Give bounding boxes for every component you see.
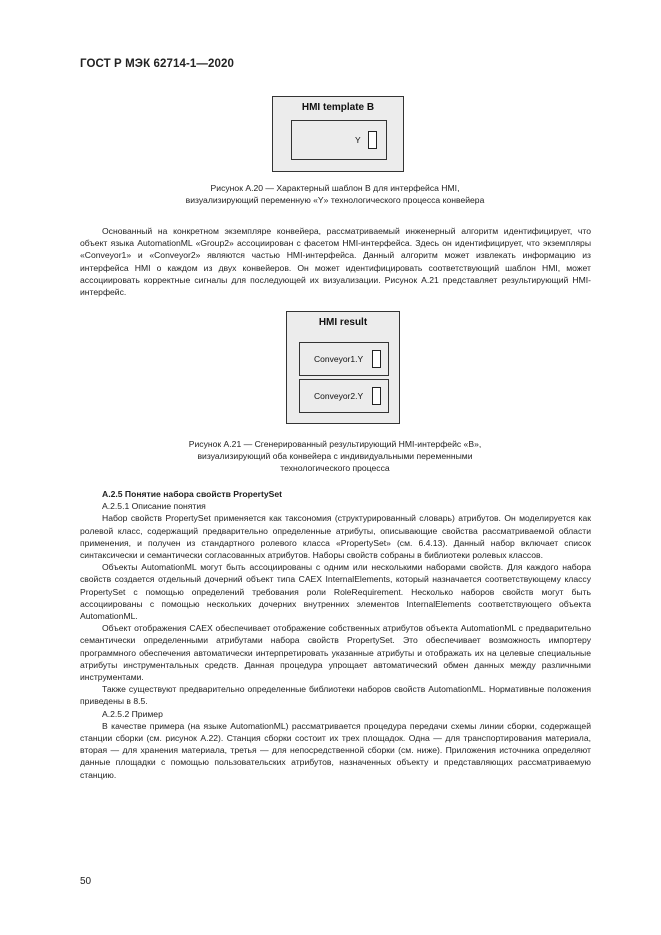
figure-hmi-template-b — [272, 96, 404, 172]
section-title: A.2.5 Понятие набора свойств PropertySet — [102, 489, 283, 499]
signal-indicator — [368, 131, 377, 149]
paragraph: Набор свойств PropertySet применяется как таксономия (структурированный словарь) атрибутов. Он моделируется как ролевой класс, содержащий предварительно определенные атрибуты, описывающие свойства рассматриваемой области применения, и получен из стандартного ролевого класса «PropertySet» (см. 6.4.13). Данный набор включает список синтаксически и семантически согласованных атрибутов. Наборы свойств собраны в библиотеки ролевых классов. — [80, 513, 591, 561]
caption-line: Рисунок A.20 — Характерный шаблон B для интерфейса HMI, — [210, 183, 460, 193]
figure-title: HMI result — [318, 317, 368, 328]
figure-hmi-result — [286, 311, 400, 424]
page-number: 50 — [80, 876, 92, 887]
section-a25 — [80, 488, 591, 781]
subsection-title: A.2.5.2 Пример — [102, 708, 163, 719]
conveyor2-panel — [299, 379, 389, 413]
document-header: ГОСТ Р МЭК 62714-1—2020 — [80, 58, 234, 70]
paragraph-block-1 — [80, 225, 591, 298]
caption-line: технологического процесса — [280, 463, 390, 473]
subsection-title: A.2.5.1 Описание понятия — [102, 501, 206, 512]
caption-line: визуализирующий переменную «Y» технологического процесса конвейера — [185, 195, 485, 205]
paragraph: Также существуют предварительно определенные библиотеки наборов свойств AutomationML. Нормативные положения приведены в 8.5. — [80, 684, 591, 707]
conveyor2-label: Conveyor2.Y — [314, 391, 364, 401]
conveyor1-label: Conveyor1.Y — [314, 354, 364, 364]
figure-caption-a21 — [80, 438, 590, 474]
signal-indicator — [372, 350, 381, 368]
signal-indicator — [372, 387, 381, 405]
conveyor1-panel — [299, 342, 389, 376]
paragraph: Объекты AutomationML могут быть ассоциированы с одним или несколькими наборами свойств. Для каждого набора свойств создается отдельный дочерний объект типа CAEX InternalElements, который назначается соответствующему классу PropertySet с помощью определений требования роли RoleRequirement. Несколько наборов свойств могут быть ассоциированы с помощью нескольких дочерних внутренних элементов InternalElements соответствующего объекта AutomationML. — [80, 562, 591, 622]
figure-caption-a20 — [80, 182, 590, 206]
paragraph: Объект отображения CAEX обеспечивает отображение собственных атрибутов объекта AutomationML с предварительно семантически определенными атрибутами набора свойств PropertySet. Это обеспечивает возможность импортеру программного обеспечения автоматически интерпретировать указанные атрибуты и отображать их на целевые специальные атрибуты инструментальных средств. Данная процедура упрощает автоматический обмен данных между различными инструментами. — [80, 623, 591, 683]
paragraph: В качестве примера (на языке AutomationML) рассматривается процедура передачи схемы линии сборки, содержащей станции сборки (см. рисунок A.22). Станция сборки состоит их трех площадок. Одна — для транспортирования материала, вторая — для хранения материала, третья — для непосредственной сборки (см. ниже). Приложения источника определяют данные площадки с помощью пользовательских атрибутов, назначенных объекту и представляющих рассматриваемую станцию. — [80, 720, 591, 780]
signal-panel — [291, 120, 387, 160]
figure-title: HMI template B — [301, 102, 375, 113]
signal-label: Y — [355, 135, 361, 145]
paragraph: Основанный на конкретном экземпляре конвейера, рассматриваемый инженерный алгоритм идентифицирует, что объект языка AutomationML «Group2» ассоциирован с фасетом HMI-интерфейса. Здесь он идентифицирует, что экземпляры «Conveyor1» и «Conveyor2» являются частью HMI-интерфейса. Данный алгоритм может извлекать информацию из интерфейса HMI о каждом из двух конвейеров. Он может идентифицировать соответствующий шаблон HMI, может ассоциировать корректные сигналы для последующей их визуализации. Рисунок A.21 представляет результирующий HMI-интерфейс. — [80, 226, 591, 298]
caption-line: Рисунок A.21 — Сгенерированный результирующий HMI-интерфейс «B», — [188, 439, 482, 449]
caption-line: визуализирующий оба конвейера с индивидуальными переменными — [197, 451, 473, 461]
